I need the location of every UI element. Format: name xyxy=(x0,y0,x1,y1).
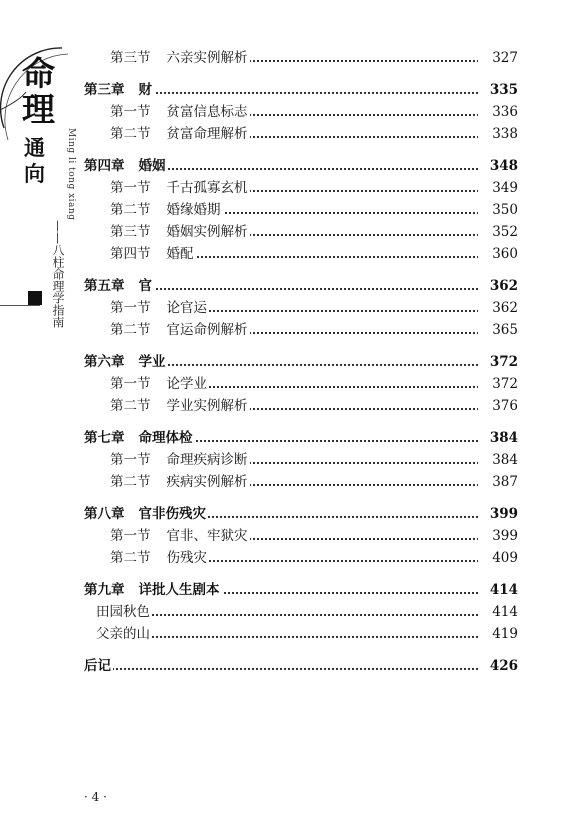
toc-page-number: 387 xyxy=(478,471,518,493)
toc-row[interactable] xyxy=(0,601,584,623)
toc-title: 官非、牢狱灾 xyxy=(166,528,248,544)
toc-title: 官 xyxy=(138,278,152,294)
toc-title: 命理疾病诊断 xyxy=(166,452,248,468)
toc-label xyxy=(110,297,209,319)
toc-row[interactable] xyxy=(0,319,584,341)
toc-label xyxy=(110,199,223,221)
toc-title: 伤残灾 xyxy=(166,550,207,566)
toc-leader-dots xyxy=(104,288,486,290)
toc-label xyxy=(110,123,250,145)
toc-label xyxy=(110,547,209,569)
toc-chapter-row[interactable] xyxy=(0,427,584,449)
toc-title: 婚缘婚期 xyxy=(166,202,221,218)
toc-number: 第三节 xyxy=(110,224,151,240)
toc-title: 财 xyxy=(138,82,152,98)
toc-chapter-row[interactable] xyxy=(0,579,584,601)
toc-number: 第八章 xyxy=(84,506,125,522)
toc-label xyxy=(110,221,250,243)
toc-number: 第一节 xyxy=(110,180,151,196)
toc-page-number: 362 xyxy=(478,297,518,319)
toc-label xyxy=(84,427,195,449)
toc-label xyxy=(110,47,250,69)
toc-label xyxy=(110,525,250,547)
page-number: · 4 · xyxy=(84,790,107,804)
toc-number: 第七章 xyxy=(84,430,125,446)
toc-page-number: 426 xyxy=(478,655,518,677)
toc-number: 第四章 xyxy=(84,158,125,174)
toc-title: 千古孤寡玄机 xyxy=(166,180,248,196)
toc-row[interactable] xyxy=(0,123,584,145)
toc-number: 第一节 xyxy=(110,528,151,544)
toc-label xyxy=(84,79,154,101)
toc-number: 第一节 xyxy=(110,104,151,120)
toc-page-number: 327 xyxy=(478,47,518,69)
toc-chapter-row[interactable] xyxy=(0,503,584,525)
toc-row[interactable] xyxy=(0,547,584,569)
toc-label xyxy=(110,177,250,199)
toc-page-number: 414 xyxy=(478,579,518,601)
toc-number: 第一节 xyxy=(110,376,151,392)
toc-label xyxy=(96,623,152,645)
toc-title: 六亲实例解析 xyxy=(166,50,248,66)
toc-page-number: 350 xyxy=(478,199,518,221)
toc-title: 疾病实例解析 xyxy=(166,474,248,490)
toc-row[interactable] xyxy=(0,101,584,123)
toc-title: 田园秋色 xyxy=(96,604,150,620)
toc-number: 第三章 xyxy=(84,82,125,98)
toc-number: 第六章 xyxy=(84,354,125,370)
toc-number: 第二节 xyxy=(110,126,151,142)
toc-leader-dots xyxy=(116,636,486,638)
toc-label xyxy=(84,655,113,677)
toc-row[interactable] xyxy=(0,525,584,547)
toc-title: 论学业 xyxy=(166,376,207,392)
toc-row[interactable] xyxy=(0,623,584,645)
toc-title: 官非伤残灾 xyxy=(138,506,206,522)
toc-label xyxy=(84,579,222,601)
toc-label xyxy=(110,471,250,493)
toc-number: 第一节 xyxy=(110,452,151,468)
toc-row[interactable] xyxy=(0,655,584,677)
toc-number: 第二节 xyxy=(110,398,151,414)
title-char-2: 理 xyxy=(22,90,55,129)
toc-page-number: 376 xyxy=(478,395,518,417)
toc-label xyxy=(110,395,250,417)
toc-page-number: 384 xyxy=(478,449,518,471)
toc-page-number: 372 xyxy=(478,351,518,373)
toc-title: 学业实例解析 xyxy=(166,398,248,414)
toc-number: 第二节 xyxy=(110,550,151,566)
toc-title: 父亲的山 xyxy=(96,626,150,642)
toc-title: 贫富命理解析 xyxy=(166,126,248,142)
toc-page-number: 384 xyxy=(478,427,518,449)
toc-number: 第五章 xyxy=(84,278,125,294)
toc-label xyxy=(110,449,250,471)
toc-row[interactable] xyxy=(0,373,584,395)
title-char-4: 向 xyxy=(24,162,45,186)
toc-chapter-row[interactable] xyxy=(0,79,584,101)
toc-title: 婚姻 xyxy=(138,158,166,174)
toc-page-number: 409 xyxy=(478,547,518,569)
toc-leader-dots xyxy=(104,668,486,670)
toc-title: 官运命例解析 xyxy=(166,322,248,338)
toc-page-number: 372 xyxy=(478,373,518,395)
toc-page-number: 414 xyxy=(478,601,518,623)
toc-leader-dots xyxy=(104,92,486,94)
title-pinyin: Ming li tong xiang xyxy=(66,128,76,221)
toc-page-number: 362 xyxy=(478,275,518,297)
toc-leader-dots xyxy=(116,614,486,616)
toc-title: 贫富信息标志 xyxy=(166,104,248,120)
toc-label xyxy=(110,243,196,265)
toc-number: 第四节 xyxy=(110,246,151,262)
toc-number: 第九章 xyxy=(84,582,125,598)
toc-title: 后记 xyxy=(84,658,111,674)
toc-page-number: 399 xyxy=(478,525,518,547)
toc-label xyxy=(84,155,168,177)
toc-row[interactable] xyxy=(0,243,584,265)
toc-title: 论官运 xyxy=(166,300,207,316)
toc-number: 第二节 xyxy=(110,202,151,218)
title-char-3: 通 xyxy=(24,136,45,160)
toc-page-number: 335 xyxy=(478,79,518,101)
toc-page-number: 336 xyxy=(478,101,518,123)
toc-number: 第三节 xyxy=(110,50,151,66)
toc-number: 第二节 xyxy=(110,474,151,490)
toc-number: 第二节 xyxy=(110,322,151,338)
toc-label xyxy=(110,101,250,123)
title-char-1: 命 xyxy=(22,54,55,93)
toc-row[interactable] xyxy=(0,47,584,69)
toc-row[interactable] xyxy=(0,199,584,221)
toc-row[interactable] xyxy=(0,471,584,493)
toc-title: 详批人生剧本 xyxy=(138,582,220,598)
toc-chapter-row[interactable] xyxy=(0,275,584,297)
toc-label xyxy=(84,275,154,297)
toc-label xyxy=(96,601,152,623)
toc-label xyxy=(110,373,209,395)
toc-label xyxy=(84,351,168,373)
toc-row[interactable] xyxy=(0,449,584,471)
toc-row[interactable] xyxy=(0,395,584,417)
toc-page-number: 360 xyxy=(478,243,518,265)
toc-row[interactable] xyxy=(0,297,584,319)
toc-page-number: 349 xyxy=(478,177,518,199)
toc-label xyxy=(84,503,208,525)
toc-title: 命理体检 xyxy=(138,430,193,446)
toc-title: 婚姻实例解析 xyxy=(166,224,248,240)
toc-chapter-row[interactable] xyxy=(0,351,584,373)
toc-number: 第一节 xyxy=(110,300,151,316)
toc-page-number: 365 xyxy=(478,319,518,341)
toc-title: 婚配 xyxy=(166,246,194,262)
toc-page-number: 419 xyxy=(478,623,518,645)
toc-page-number: 338 xyxy=(478,123,518,145)
toc-chapter-row[interactable] xyxy=(0,155,584,177)
toc-page-number: 352 xyxy=(478,221,518,243)
book-subtitle: ——八柱命理学指南 xyxy=(51,220,65,328)
toc-label xyxy=(110,319,250,341)
toc-title: 学业 xyxy=(138,354,166,370)
toc-row[interactable] xyxy=(0,177,584,199)
toc-page-number: 399 xyxy=(478,503,518,525)
toc-row[interactable] xyxy=(0,221,584,243)
toc-page-number: 348 xyxy=(478,155,518,177)
